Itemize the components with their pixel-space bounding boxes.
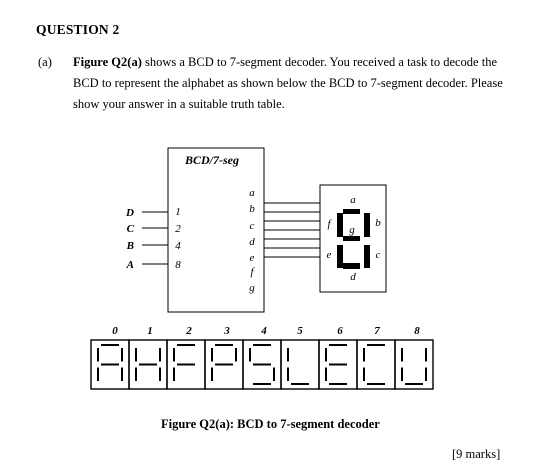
- alphabet-char-6: [319, 340, 357, 389]
- output-label-a: a: [249, 187, 255, 199]
- marks-label: [9 marks]: [452, 447, 501, 461]
- alphabet-char-3: [205, 340, 243, 389]
- display-segment-c: [364, 245, 370, 268]
- display-label-b: b: [375, 217, 381, 229]
- digit-index-0: 0: [112, 325, 118, 337]
- input-name-c: C: [126, 223, 134, 235]
- alphabet-char-2: [167, 340, 205, 389]
- question-text-line-2: BCD to represent the alphabet as shown below the BCD to 7-segment decoder. Please: [73, 76, 503, 90]
- digit-index-8: 8: [414, 325, 420, 337]
- input-weight-2: 2: [175, 223, 181, 235]
- decoder-label: BCD/7-seg: [185, 153, 239, 167]
- input-weight-4: 4: [175, 240, 181, 252]
- question-text-line-3: show your answer in a suitable truth table.: [73, 97, 285, 111]
- display-segment-f: [337, 213, 343, 237]
- digit-index-row: [112, 325, 420, 337]
- display-segment-e: [337, 245, 343, 268]
- display-segment-d: [343, 263, 360, 269]
- display-label-d: d: [350, 271, 356, 283]
- question-title: QUESTION 2: [36, 22, 120, 37]
- output-label-b: b: [249, 203, 255, 215]
- digit-index-4: 4: [261, 325, 267, 337]
- input-name-b: B: [126, 240, 134, 252]
- decoder-inputs: [125, 206, 181, 271]
- output-label-f: f: [250, 266, 254, 278]
- digit-index-7: 7: [374, 325, 380, 337]
- input-name-a: A: [126, 259, 134, 271]
- alphabet-char-1: [129, 340, 167, 389]
- digit-index-1: 1: [147, 325, 153, 337]
- alphabet-char-frame: [357, 340, 395, 389]
- display-label-f: f: [327, 218, 331, 230]
- alphabet-char-8: [395, 340, 433, 389]
- alphabet-char-frame: [395, 340, 433, 389]
- display-label-c: c: [375, 249, 381, 261]
- decoder-outputs: [249, 187, 320, 294]
- display-segment-g: [343, 236, 360, 241]
- digit-index-2: 2: [186, 325, 192, 337]
- input-name-d: D: [126, 207, 134, 219]
- alphabet-char-frame: [281, 340, 319, 389]
- seven-segment-display: [320, 185, 386, 292]
- output-label-g: g: [249, 282, 255, 294]
- question-part-label: (a): [38, 55, 52, 69]
- display-segment-b: [364, 213, 370, 237]
- output-label-e: e: [249, 252, 255, 264]
- alphabet-char-0: [91, 340, 129, 389]
- figure-caption: Figure Q2(a): BCD to 7-segment decoder: [161, 417, 380, 431]
- output-label-c: c: [249, 220, 255, 232]
- digit-index-5: 5: [297, 325, 303, 337]
- alphabet-char-5: [281, 340, 319, 389]
- display-label-e: e: [326, 249, 332, 261]
- question-text-line-1-rest: shows a BCD to 7-segment decoder. You received a task to decode the: [141, 55, 497, 69]
- output-label-d: d: [249, 236, 255, 248]
- alphabet-digit-row: [91, 340, 433, 389]
- display-segment-a: [343, 209, 360, 214]
- alphabet-char-7: [357, 340, 395, 389]
- digit-index-6: 6: [337, 325, 343, 337]
- input-weight-1: 1: [175, 206, 181, 218]
- alphabet-char-4: [243, 340, 281, 389]
- display-label-a: a: [350, 194, 356, 206]
- display-label-g: g: [349, 224, 355, 236]
- digit-index-3: 3: [224, 325, 230, 337]
- figure-reference: Figure Q2(a): [73, 55, 142, 69]
- input-weight-8: 8: [175, 259, 181, 271]
